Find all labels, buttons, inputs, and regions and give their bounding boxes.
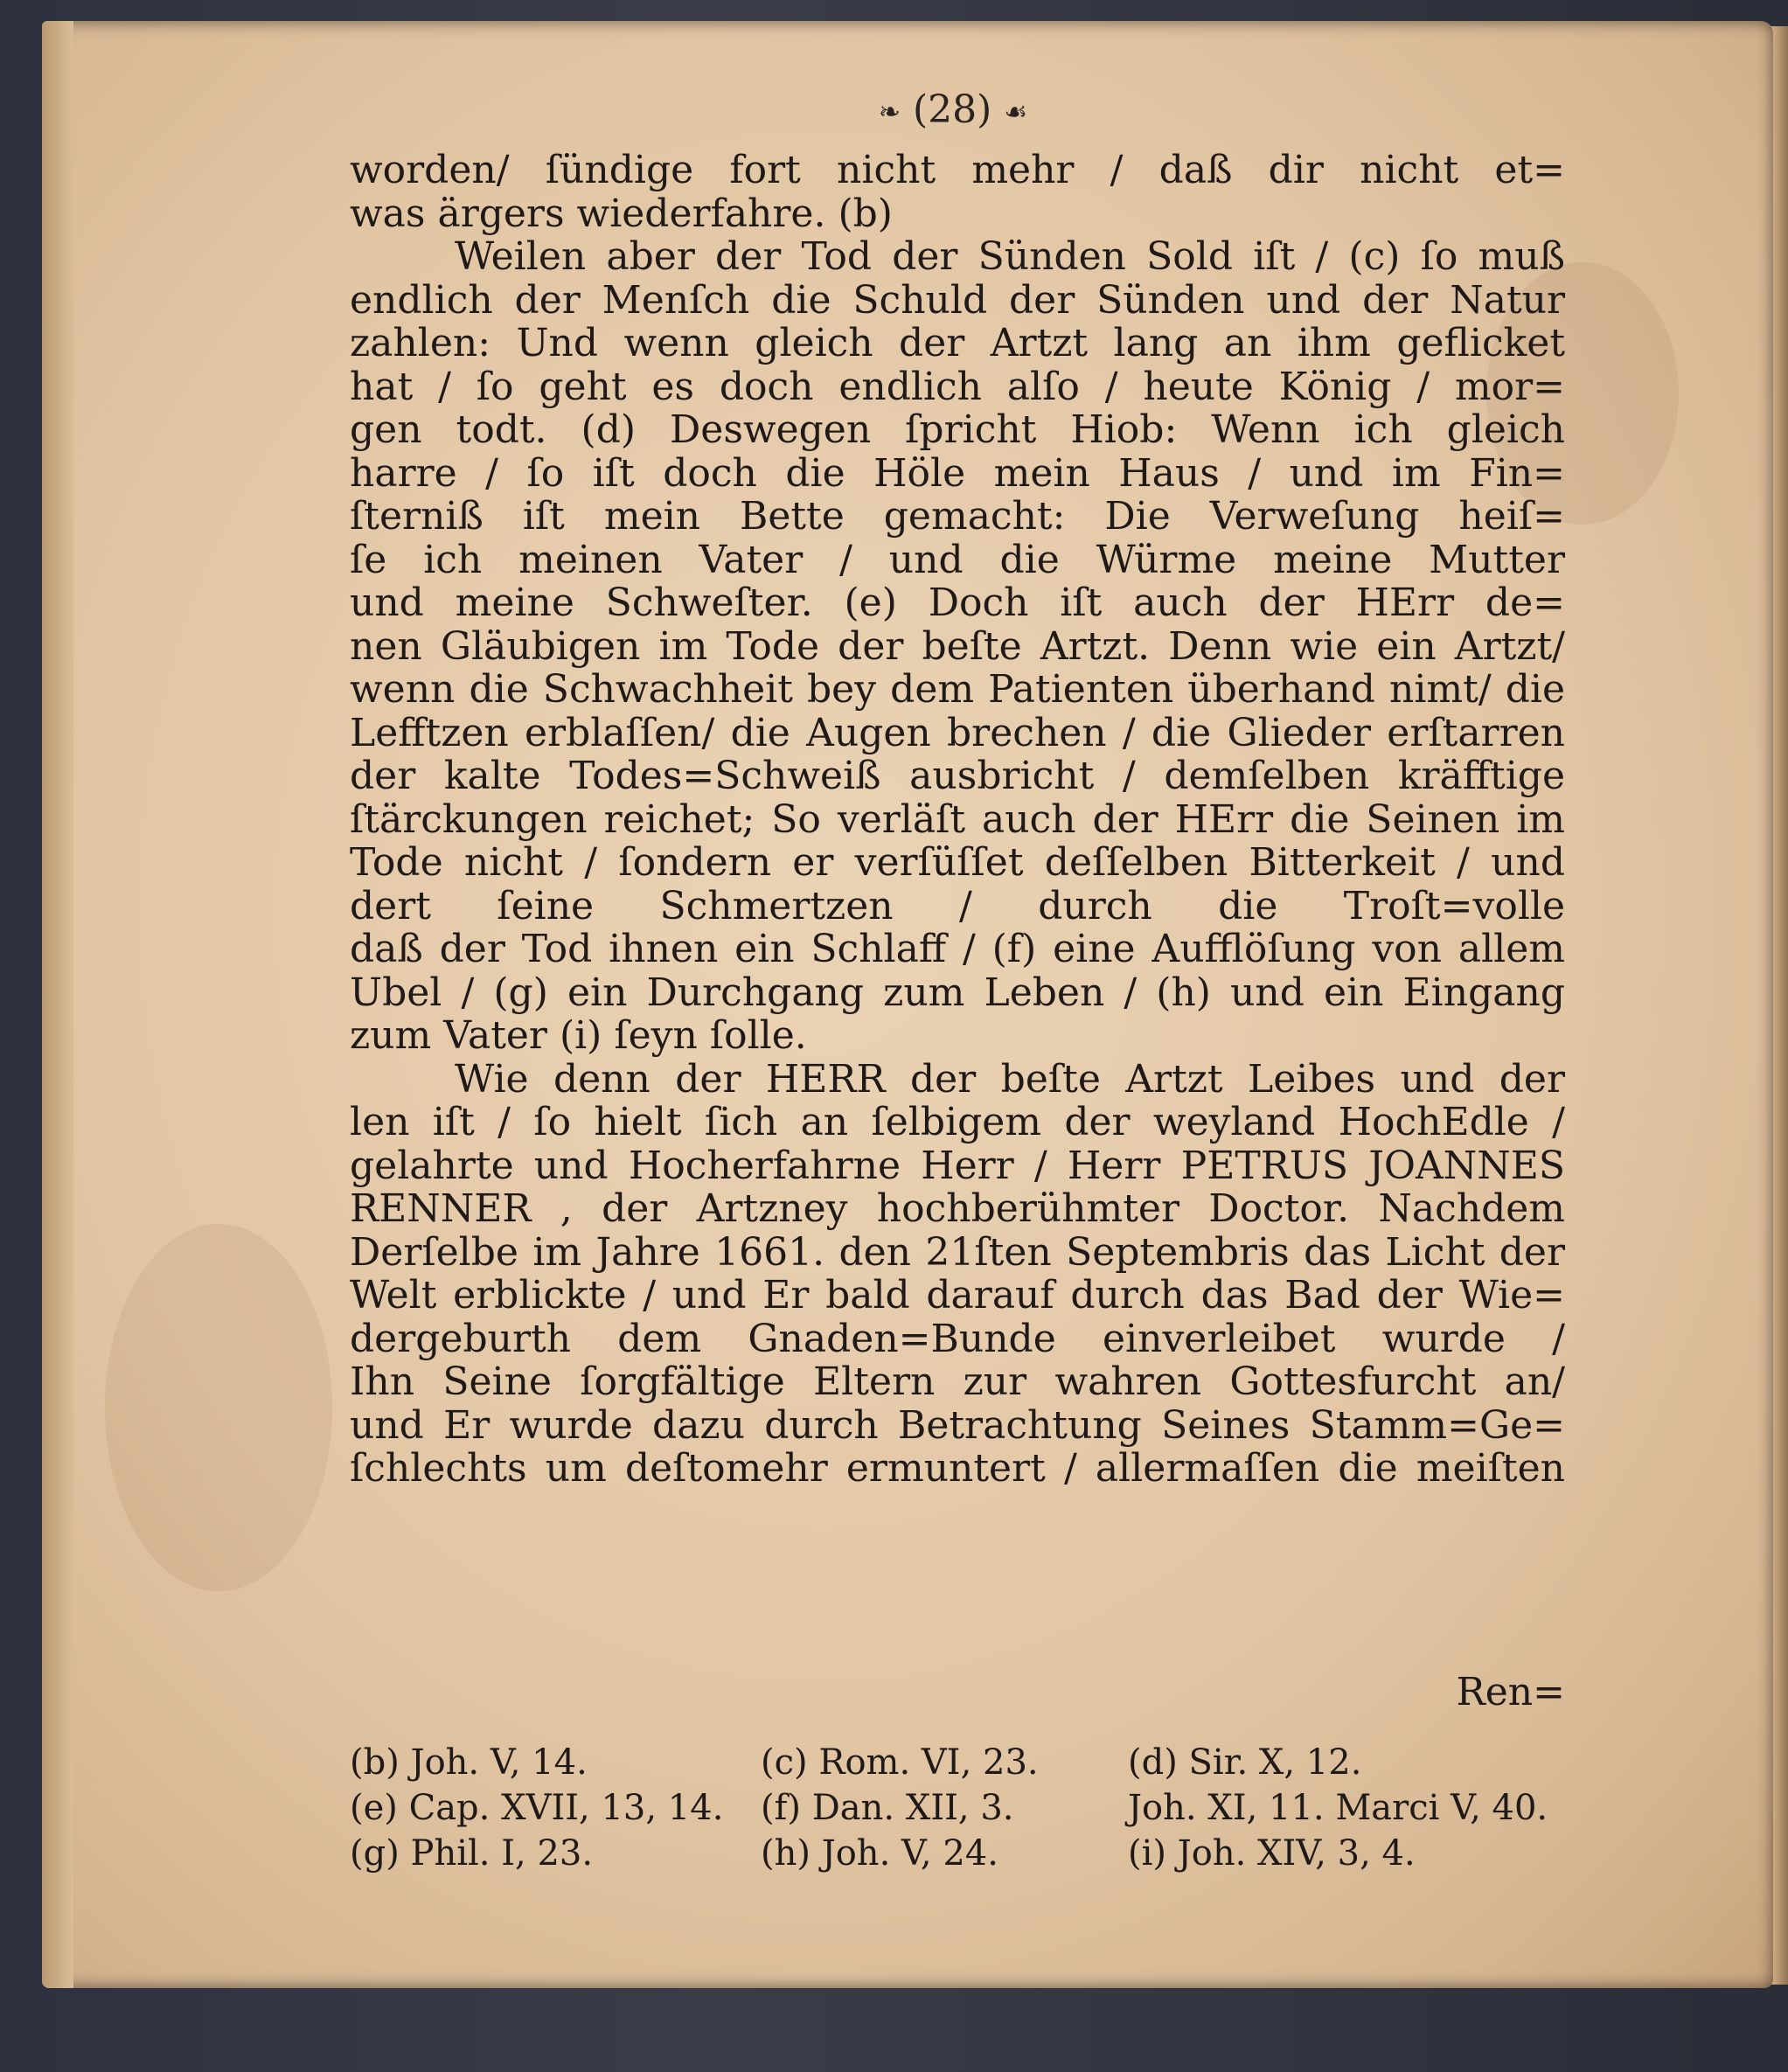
footnotes [350,1740,1574,1876]
footnote: (g) Phil. I, 23. [350,1833,594,1874]
text-line: RENNER , der Artzney hochberühmter Doctor. Nachdem [350,1187,1565,1231]
text-line: ſchlechts um deſtomehr ermuntert / allermaſſen die meiſten [350,1447,1565,1491]
text-line: Lefftzen erblaſſen/ die Augen brechen / die Glieder erſtarren [350,711,1565,754]
text-line: was ärgers wiederfahre. (b) [350,191,893,235]
catchword: Ren= [1456,1670,1565,1714]
text-line: Tode nicht / ſondern er verſüſſet deſſelben Bitterkeit / und [350,841,1565,885]
footnote: (c) Rom. VI, 23. [761,1742,1039,1783]
text-line: gelahrte und Hocherfahrne Herr / Herr PETRUS JOANNES [350,1144,1565,1187]
text-line: wenn die Schwachheit bey dem Patienten überhand nimt/ die [350,668,1565,712]
text-line: harre / ſo iſt doch die Höle mein Haus / und im Fin= [350,451,1565,495]
text-line: hat / ſo geht es doch endlich alſo / heute König / mor= [350,365,1565,408]
footnote: (b) Joh. V, 14. [350,1742,588,1783]
footnote: (i) Joh. XIV, 3, 4. [1128,1833,1416,1874]
text-line: ſe ich meinen Vater / und die Würme meine Mutter [350,538,1565,581]
ornament-left-icon: ❧ [878,97,901,128]
text-line: len iſt / ſo hielt ſich an ſelbigem der weyland HochEdle / [350,1101,1565,1144]
text-line: und meine Schweſter. (e) Doch iſt auch der HErr de= [350,581,1565,625]
footnote: (h) Joh. V, 24. [761,1833,998,1874]
text-line: zum Vater (i) ſeyn ſolle. [350,1014,807,1058]
page-header [813,87,1093,140]
text-line: daß der Tod ihnen ein Schlaff / (f) eine Aufflöſung von allem [350,928,1565,971]
footnote: (f) Dan. XII, 3. [761,1788,1014,1828]
text-line: ſtärckungen reichet; So verläſt auch der HErr die Seinen im [350,797,1565,841]
footnote: (e) Cap. XVII, 13, 14. [350,1788,724,1828]
text-line: gen todt. (d) Deswegen ſpricht Hiob: Wenn ich gleich [350,408,1565,452]
footnote: Joh. XI, 11. Marci V, 40. [1128,1788,1548,1828]
text-line: der kalte Todes=Schweiß ausbricht / demſelben kräfftige [350,754,1565,798]
text-line: endlich der Menſch die Schuld der Sünden und der Natur [350,278,1565,322]
footnote-row [350,1785,1574,1831]
text-line: und Er wurde dazu durch Betrachtung Seines Stamm=Ge= [350,1403,1565,1447]
footnote-row [350,1740,1574,1785]
text-line: Wie denn der HERR der beſte Artzt Leibes und der [455,1057,1565,1101]
ornament-right-icon: ☙ [1004,97,1028,128]
text-line: worden/ ſündige fort nicht mehr / daß dir nicht et= [350,149,1565,192]
text-line: dert ſeine Schmertzen / durch die Troſt=volle [350,884,1565,928]
text-line: Ihn Seine ſorgfältige Eltern zur wahren Gottesfurcht an/ [350,1360,1565,1404]
text-line: dergeburth dem Gnaden=Bunde einverleibet wurde / [350,1317,1565,1360]
footnote: (d) Sir. X, 12. [1128,1742,1362,1783]
text-line: ſterniß iſt mein Bette gemacht: Die Verweſung heiſ= [350,495,1565,539]
footnote-row [350,1831,1574,1876]
text-line: nen Gläubigen im Tode der beſte Artzt. Denn wie ein Artzt/ [350,624,1565,668]
text-line: Derſelbe im Jahre 1661. den 21ſten Septembris das Licht der [350,1230,1565,1274]
paper-stain [105,1224,332,1591]
text-line: zahlen: Und wenn gleich der Artzt lang an ihm geflicket [350,322,1565,365]
page-edge [42,21,73,1988]
text-line: Ubel / (g) ein Durchgang zum Leben / (h) und ein Eingang [350,970,1565,1014]
text-line: Welt erblickte / und Er bald darauf durch das Bad der Wie= [350,1274,1565,1318]
page-number: (28) [912,87,992,132]
text-line: Weilen aber der Tod der Sünden Sold iſt / (c) ſo muß [455,235,1565,279]
main-text [350,149,1565,1491]
